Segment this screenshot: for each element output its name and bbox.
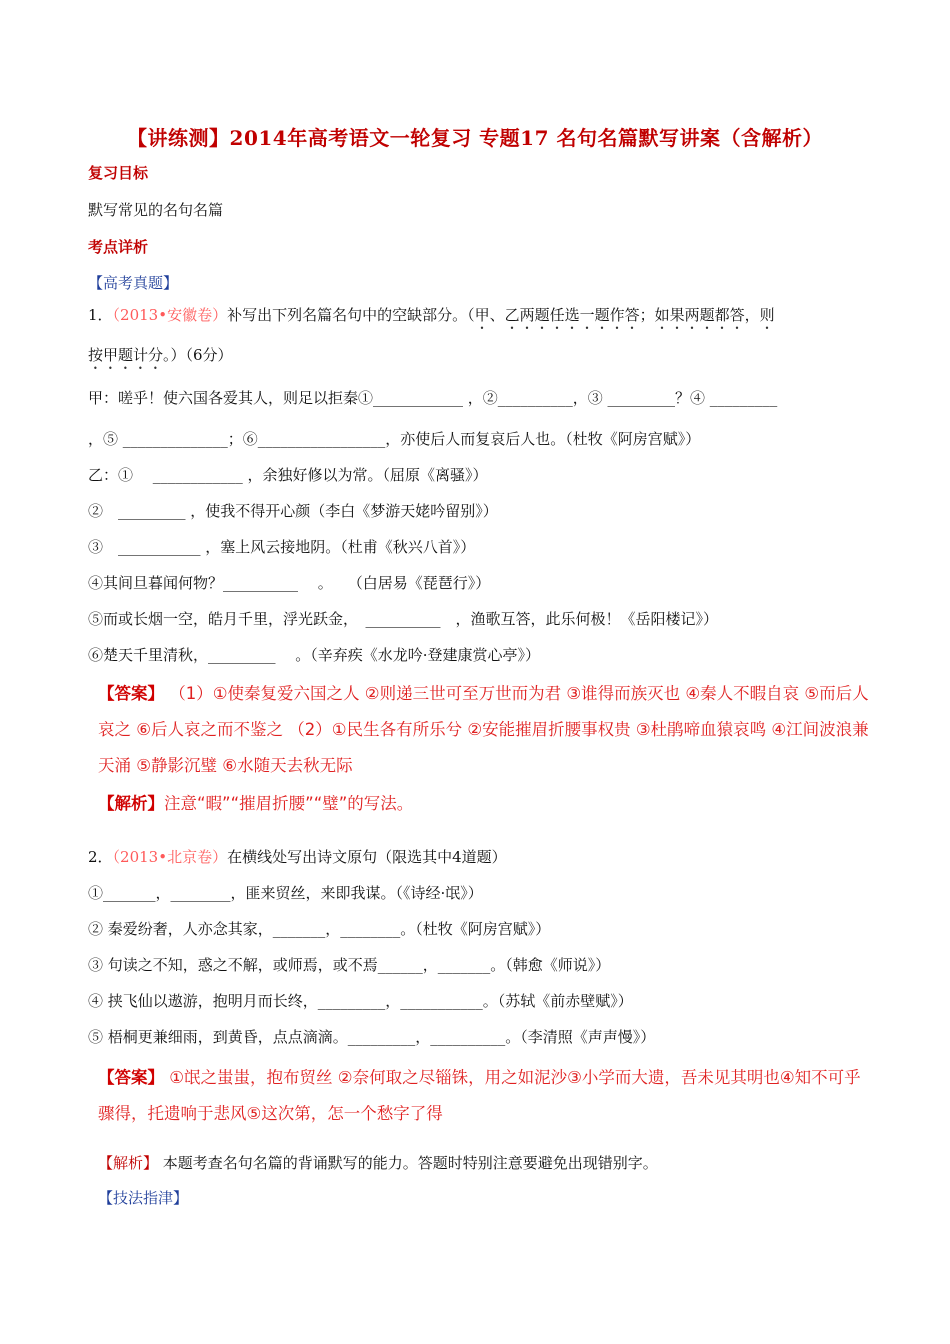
emphasized-instruction: 甲、乙两题任选一题作答；如果两题都答，则: [474, 306, 775, 324]
review-goal-text: 默写常见的名句名篇: [88, 201, 224, 219]
technique-label: 【技法指津】: [98, 1189, 189, 1207]
explain-label: 【解析】: [98, 1154, 159, 1172]
yi-item-3: ③ ___________ ，塞上风云接地阴。（杜甫《秋兴八首》）: [88, 538, 476, 556]
review-goal-heading: 复习目标: [88, 164, 149, 182]
yi-item-6: ⑥楚天千里清秋，_________ 。（辛弃疾《水龙吟·登建康赏心亭》）: [88, 646, 541, 664]
real-exam-label: 【高考真题】: [88, 274, 179, 292]
document-title: 【讲练测】2014年高考语文一轮复习 专题17 名句名篇默写讲案（含解析）: [127, 126, 823, 150]
q2-item-3: ③ 句读之不知，惑之不解，或师焉，或不焉______，_______。（韩愈《师说》）: [88, 956, 611, 974]
analysis-heading: 考点详析: [88, 238, 149, 256]
explain-text: 本题考查名句名篇的背诵默写的能力。答题时特别注意要避免出现错别字。: [158, 1154, 658, 1172]
explain-text: 注意“暇”“摧眉折腰”“璧”的写法。: [164, 794, 414, 813]
jia-line-1: 甲：嗟乎！使六国各爱其人，则足以拒秦①____________ ，②__________，③ _________？④ _________: [88, 389, 778, 407]
question-number: 2．: [88, 848, 113, 866]
yi-item-5: ⑤而或长烟一空，皓月千里，浮光跃金， __________ ，渔歌互答，此乐何极！《岳阳楼记》）: [88, 610, 719, 628]
question-1-answer: [98, 676, 873, 784]
q2-item-2: ② 秦爱纷奢，人亦念其家，_______，________。（杜牧《阿房宫赋》）: [88, 920, 551, 938]
question-1-prompt-cont: 按甲题计分。）（6分）: [88, 346, 233, 364]
question-number: 1．: [88, 306, 113, 324]
question-1-prompt: 1．（2013•安徽卷）补写出下列名篇名句中的空缺部分。（甲、乙两题任选一题作答；如果两题都答，则: [88, 306, 775, 324]
question-2-prompt: 2．（2013•北京卷）在横线处写出诗文原句（限选其中4道题）: [88, 848, 507, 866]
yi-item-4: ④其间旦暮闻何物？__________ 。 （白居易《琵琶行》）: [88, 574, 491, 592]
question-2-explanation: [98, 1152, 658, 1173]
q2-item-1: ①_______，________，匪来贸丝，来即我谋。（《诗经·氓》）: [88, 884, 483, 902]
question-1-explanation: [98, 786, 873, 822]
question-source: （2013•安徽卷）: [112, 306, 228, 324]
q2-item-4: ④ 挟飞仙以遨游，抱明月而长终，_________，___________。（苏轼《前赤壁赋》）: [88, 992, 633, 1010]
answer-label: 【答案】: [98, 1068, 164, 1087]
explain-label: 【解析】: [98, 794, 164, 813]
yi-item-1: 乙：① ____________ ，余独好修以为常。（屈原《离骚》）: [88, 466, 488, 484]
yi-item-2: ② _________ ，使我不得开心颜（李白《梦游天姥吟留别》）: [88, 502, 498, 520]
answer-label: 【答案】: [98, 684, 164, 703]
q2-item-5: ⑤ 梧桐更兼细雨，到黄昏，点点滴滴。_________，__________。（李清照《声声慢》）: [88, 1028, 656, 1046]
question-source: （2013•北京卷）: [112, 848, 228, 866]
jia-line-2: ，⑤ ______________；⑥_________________，亦使后人而复哀后人也。（杜牧《阿房宫赋》）: [88, 430, 701, 448]
answer-text: ①氓之蚩蚩，抱布贸丝 ②奈何取之尽锱铢，用之如泥沙③小学而大遗，吾未见其明也④知不可乎骤得，托遗响于悲风⑤这次第，怎一个愁字了得: [98, 1068, 861, 1123]
answer-text: （1）①使秦复爱六国之人 ②则递三世可至万世而为君 ③谁得而族灭也 ④秦人不暇自哀 ⑤而后人哀之 ⑥后人哀之而不鉴之 （2）①民生各有所乐兮 ②安能摧眉折腰事权贵 ③杜鹃啼血猿哀鸣 ④江间波浪兼天涌 ⑤静影沉璧 ⑥水随天去秋无际: [98, 684, 869, 775]
question-2-answer: [98, 1060, 873, 1132]
